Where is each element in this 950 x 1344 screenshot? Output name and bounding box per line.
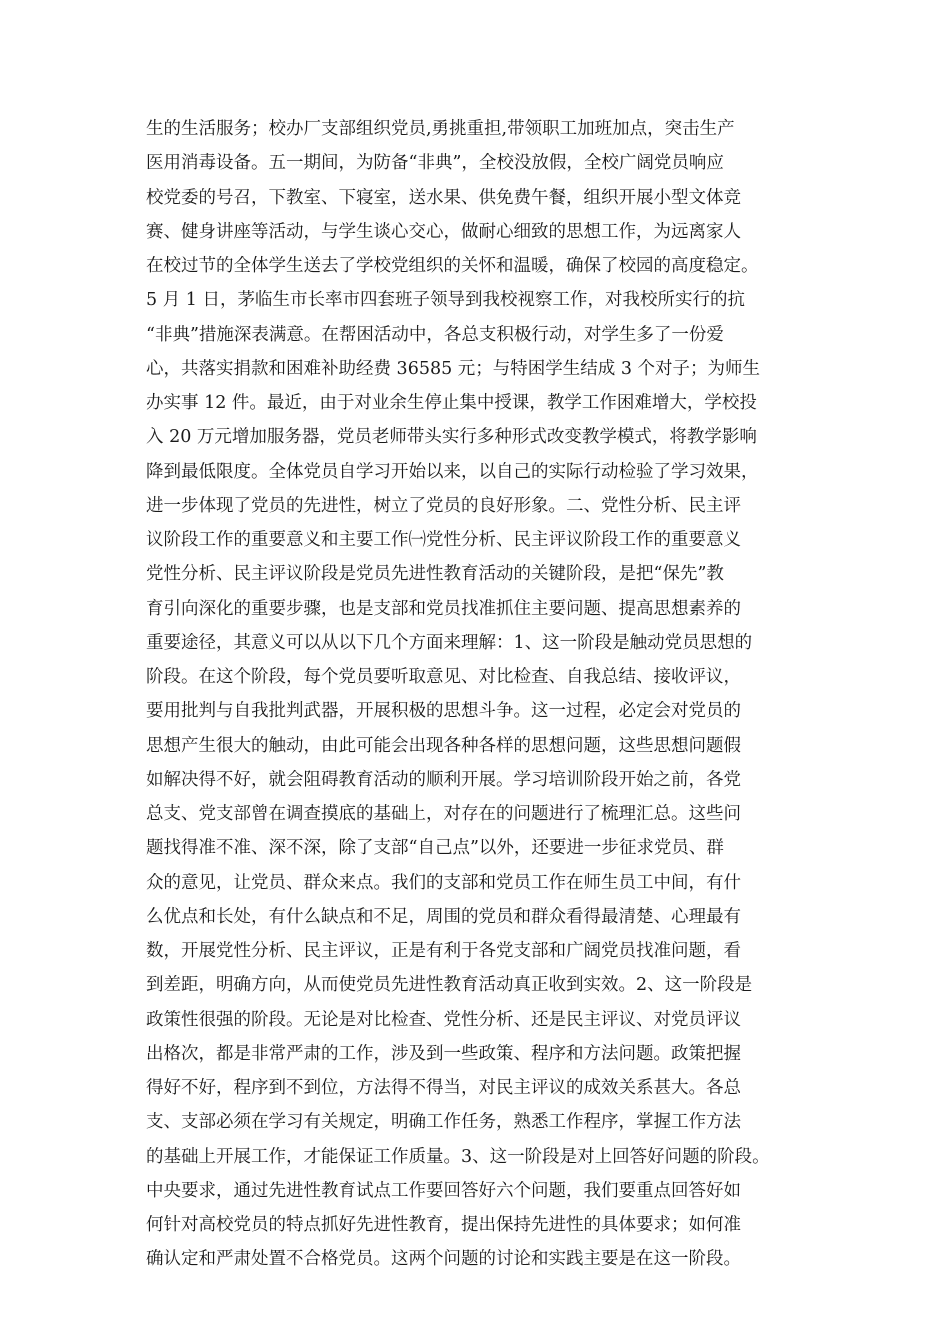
text-line: 议阶段工作的重要意义和主要工作㈠党性分析、民主评议阶段工作的重要意义 bbox=[146, 530, 741, 550]
text-line: 的基础上开展工作，才能保证工作质量。3、这一阶段是对上回答好问题的阶段。 bbox=[146, 1146, 770, 1167]
text-line: 中央要求，通过先进性教育试点工作要回答好六个问题，我们要重点回答好如 bbox=[146, 1180, 741, 1201]
text-line: 何针对高校党员的特点抓好先进性教育，提出保持先进性的具体要求；如何准 bbox=[146, 1215, 741, 1235]
text-line: 数，开展党性分析、民主评议，正是有利于各党支部和广阔党员找准问题，看 bbox=[146, 941, 741, 961]
text-line: 得好不好，程序到不到位，方法得不得当，对民主评议的成效关系甚大。各总 bbox=[146, 1078, 741, 1098]
text-line: 生的生活服务；校办厂支部组织党员,勇挑重担,带领职工加班加点，突击生产 bbox=[146, 119, 735, 139]
text-line: 党性分析、民主评议阶段是党员先进性教育活动的关键阶段，是把“保先”教 bbox=[146, 564, 724, 585]
text-line: 赛、健身讲座等活动，与学生谈心交心，做耐心细致的思想工作，为远离家人 bbox=[146, 221, 741, 242]
body-text bbox=[146, 112, 816, 1277]
text-line: 医用消毒设备。五一期间，为防备“非典”，全校没放假，全校广阔党员响应 bbox=[146, 153, 724, 174]
text-line: 出格次，都是非常严肃的工作，涉及到一些政策、程序和方法问题。政策把握 bbox=[146, 1043, 741, 1064]
text-line: 降到最低限度。全体党员自学习开始以来，以自己的实际行动检验了学习效果， bbox=[146, 461, 759, 482]
text-line: 5 月 1 日，茅临生市长率市四套班子领导到我校视察工作，对我校所实行的抗 bbox=[146, 290, 745, 311]
text-line: 办实事 12 件。最近，由于对业余生停止集中授课，教学工作困难增大，学校投 bbox=[146, 393, 757, 413]
text-line: 要用批判与自我批判武器，开展积极的思想斗争。这一过程，必定会对党员的 bbox=[146, 701, 741, 722]
text-line: 阶段。在这个阶段，每个党员要听取意见、对比检查、自我总结、接收评议， bbox=[146, 667, 741, 687]
text-line: 众的意见，让党员、群众来点。我们的支部和党员工作在师生员工中间，有什 bbox=[146, 872, 741, 893]
text-line: 心，共落实捐款和困难补助经费 36585 元；与特困学生结成 3 个对子；为师生 bbox=[146, 358, 761, 379]
text-line: 题找得准不准、深不深，除了支部“自己点”以外，还要进一步征求党员、群 bbox=[146, 838, 724, 859]
text-line: 校党委的号召，下教室、下寝室，送水果、供免费午餐，组织开展小型文体竞 bbox=[146, 187, 741, 208]
text-line: 重要途径，其意义可以从以下几个方面来理解：1、这一阶段是触动党员思想的 bbox=[146, 632, 753, 653]
text-line: 到差距，明确方向，从而使党员先进性教育活动真正收到实效。2、这一阶段是 bbox=[146, 975, 753, 996]
text-line: 在校过节的全体学生送去了学校党组织的关怀和温暖，确保了校园的高度稳定。 bbox=[146, 256, 759, 276]
text-line: 如解决得不好，就会阻碍教育活动的顺利开展。学习培训阶段开始之前，各党 bbox=[146, 769, 741, 790]
text-line: 么优点和长处，有什么缺点和不足，周围的党员和群众看得最清楚、心理最有 bbox=[146, 906, 741, 927]
text-line: 支、支部必须在学习有关规定，明确工作任务，熟悉工作程序，掌握工作方法 bbox=[146, 1112, 741, 1133]
text-line: 确认定和严肃处置不合格党员。这两个问题的讨论和实践主要是在这一阶段。 bbox=[146, 1249, 741, 1270]
text-line: “非典”措施深表满意。在帮困活动中，各总支积极行动，对学生多了一份爱 bbox=[146, 324, 724, 345]
text-line: 进一步体现了党员的先进性，树立了党员的良好形象。二、党性分析、民主评 bbox=[146, 495, 741, 516]
text-line: 政策性很强的阶段。无论是对比检查、党性分析、还是民主评议、对党员评议 bbox=[146, 1009, 741, 1030]
text-line: 入 20 万元增加服务器，党员老师带头实行多种形式改变教学模式，将教学影响 bbox=[146, 427, 757, 448]
text-line: 育引向深化的重要步骤，也是支部和党员找准抓住主要问题、提高思想素养的 bbox=[146, 598, 741, 619]
text-line: 思想产生很大的触动，由此可能会出现各种各样的思想问题，这些思想问题假 bbox=[146, 735, 741, 756]
text-line: 总支、党支部曾在调查摸底的基础上，对存在的问题进行了梳理汇总。这些问 bbox=[146, 804, 741, 824]
